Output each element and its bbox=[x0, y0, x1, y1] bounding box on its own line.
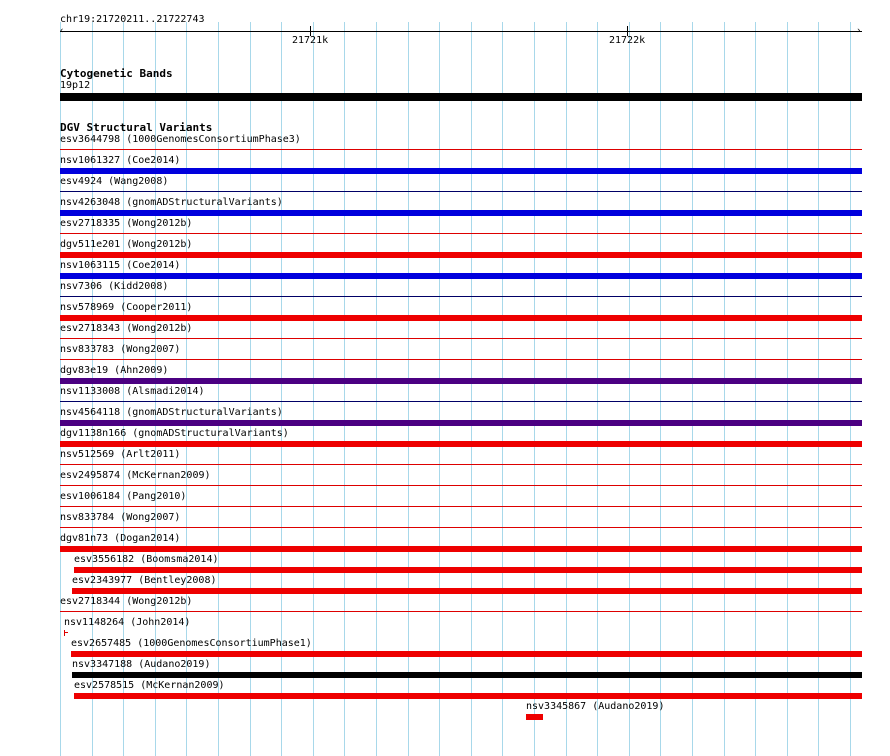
variant-bar[interactable] bbox=[526, 714, 543, 720]
cytoband-bar[interactable] bbox=[60, 93, 862, 101]
variant-label[interactable]: nsv7306 (Kidd2008) bbox=[60, 281, 169, 292]
variant-label[interactable]: nsv1148264 (John2014) bbox=[64, 617, 191, 628]
variant-bar[interactable] bbox=[74, 567, 862, 573]
dgv-track-title: DGV Structural Variants bbox=[60, 121, 213, 134]
variant-bar[interactable] bbox=[60, 546, 862, 552]
scroll-right-arrow-icon[interactable]: › bbox=[856, 26, 862, 36]
variant-label[interactable]: nsv1133008 (Alsmadi2014) bbox=[60, 386, 205, 397]
variant-label[interactable]: nsv833784 (Wong2007) bbox=[60, 512, 181, 523]
variant-label[interactable]: nsv1063115 (Coe2014) bbox=[60, 260, 181, 271]
variant-bar[interactable] bbox=[60, 233, 862, 234]
variant-label[interactable]: nsv3347188 (Audano2019) bbox=[72, 659, 211, 670]
cytoband-track-title: Cytogenetic Bands bbox=[60, 67, 173, 80]
variant-label[interactable]: dgv81n73 (Dogan2014) bbox=[60, 533, 181, 544]
variant-bar[interactable] bbox=[64, 630, 65, 636]
variant-label[interactable]: esv2718335 (Wong2012b) bbox=[60, 218, 193, 229]
region-coordinates: chr19:21720211..21722743 bbox=[60, 14, 205, 25]
variant-bar[interactable] bbox=[60, 441, 862, 447]
variant-label[interactable]: esv3644798 (1000GenomesConsortiumPhase3) bbox=[60, 134, 301, 145]
variant-bar[interactable] bbox=[60, 611, 862, 612]
ruler-tick-label: 21722k bbox=[609, 35, 646, 46]
variant-label[interactable]: esv2657485 (1000GenomesConsortiumPhase1) bbox=[71, 638, 312, 649]
variant-bar[interactable] bbox=[71, 651, 862, 657]
variant-label[interactable]: esv1006184 (Pang2010) bbox=[60, 491, 187, 502]
variant-bar[interactable] bbox=[60, 464, 862, 465]
variant-bar[interactable] bbox=[60, 485, 862, 486]
variant-bar[interactable] bbox=[60, 378, 862, 384]
variant-label[interactable]: esv2718343 (Wong2012b) bbox=[60, 323, 193, 334]
variant-bar[interactable] bbox=[60, 506, 862, 507]
variant-label[interactable]: esv2578515 (McKernan2009) bbox=[74, 680, 225, 691]
variant-label[interactable]: esv3556182 (Boomsma2014) bbox=[74, 554, 219, 565]
variant-bar[interactable] bbox=[60, 338, 862, 339]
variant-label[interactable]: nsv4263048 (gnomADStructuralVariants) bbox=[60, 197, 283, 208]
variant-bar[interactable] bbox=[74, 693, 862, 699]
variant-label[interactable]: dgv511e201 (Wong2012b) bbox=[60, 239, 193, 250]
variant-bar[interactable] bbox=[60, 401, 862, 402]
variant-bar[interactable] bbox=[60, 420, 862, 426]
variant-bar[interactable] bbox=[60, 149, 862, 150]
variant-bar[interactable] bbox=[72, 672, 862, 678]
variant-bar[interactable] bbox=[60, 273, 862, 279]
cytoband-label: 19p12 bbox=[60, 80, 91, 91]
variant-label[interactable]: esv2718344 (Wong2012b) bbox=[60, 596, 193, 607]
variant-bar[interactable] bbox=[60, 527, 862, 528]
variant-bar[interactable] bbox=[60, 296, 862, 297]
ruler-tick-label: 21721k bbox=[292, 35, 329, 46]
variant-label[interactable]: nsv833783 (Wong2007) bbox=[60, 344, 181, 355]
variant-label[interactable]: dgv83e19 (Ahn2009) bbox=[60, 365, 169, 376]
ruler-line bbox=[60, 31, 862, 32]
variant-label[interactable]: nsv1061327 (Coe2014) bbox=[60, 155, 181, 166]
variant-label[interactable]: nsv4564118 (gnomADStructuralVariants) bbox=[60, 407, 283, 418]
variant-label[interactable]: nsv512569 (Arlt2011) bbox=[60, 449, 181, 460]
variant-bar[interactable] bbox=[60, 210, 862, 216]
variant-bar[interactable] bbox=[60, 168, 862, 174]
variant-bar[interactable] bbox=[60, 359, 862, 360]
variant-label[interactable]: dgv1138n166 (gnomADStructuralVariants) bbox=[60, 428, 289, 439]
variant-label[interactable]: nsv3345867 (Audano2019) bbox=[526, 701, 665, 712]
variant-label[interactable]: esv2495874 (McKernan2009) bbox=[60, 470, 211, 481]
variant-label[interactable]: nsv578969 (Cooper2011) bbox=[60, 302, 193, 313]
variant-label[interactable]: esv2343977 (Bentley2008) bbox=[72, 575, 217, 586]
scroll-left-arrow-icon[interactable]: ‹ bbox=[59, 26, 65, 36]
variant-bar[interactable] bbox=[60, 191, 862, 192]
variant-bar[interactable] bbox=[72, 588, 862, 594]
variant-bar[interactable] bbox=[60, 315, 862, 321]
variant-bar[interactable] bbox=[60, 252, 862, 258]
variant-label[interactable]: esv4924 (Wang2008) bbox=[60, 176, 169, 187]
